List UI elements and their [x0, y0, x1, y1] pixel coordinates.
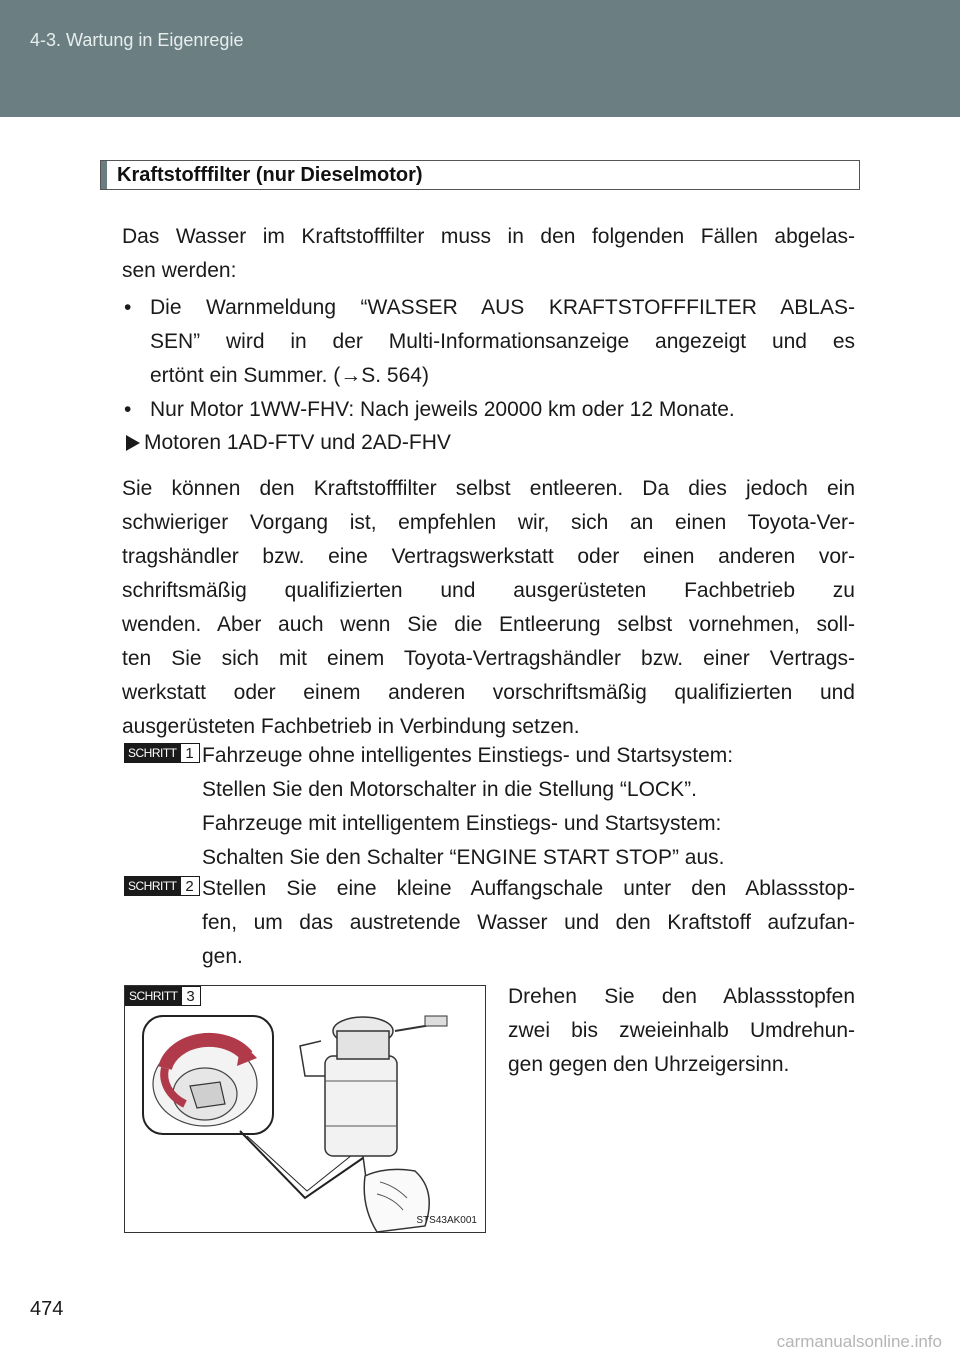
- bullet-1-line-3: ertönt ein Summer. (→S. 564): [150, 364, 429, 387]
- step-label: SCHRITT: [124, 743, 181, 763]
- step-label: SCHRITT: [125, 986, 182, 1006]
- step-number: 3: [182, 986, 201, 1006]
- fuel-filter-drawing: [125, 986, 485, 1232]
- chapter-label: 4-3. Wartung in Eigenregie: [30, 30, 244, 50]
- step-3-line-1: Drehen Sie den Ablassstopfen: [508, 985, 855, 1008]
- bullet-1-line-1: Die Warnmeldung “WASSER AUS KRAFTSTOFFFILTER ABLAS-: [150, 296, 855, 319]
- step-1-line-3: Fahrzeuge mit intelligentem Einstiegs- und Startsystem:: [202, 812, 722, 835]
- step-2-line-2: fen, um das austretende Wasser und den Kraftstoff aufzufan-: [202, 911, 855, 934]
- paragraph-line-1: Sie können den Kraftstofffilter selbst entleeren. Da dies jedoch ein: [122, 477, 855, 500]
- paragraph-line-4: schriftsmäßig qualifizierten und ausgerüsteten Fachbetrieb zu: [122, 579, 855, 602]
- step-1-line-2: Stellen Sie den Motorschalter in die Stellung “LOCK”.: [202, 778, 697, 801]
- paragraph-line-7: werkstatt oder einem anderen vorschriftsmäßig qualifizierten und: [122, 681, 855, 704]
- step-2-badge: [124, 876, 200, 896]
- bullet-dot: •: [124, 296, 132, 319]
- watermark: carmanualsonline.info: [776, 1332, 942, 1351]
- paragraph-line-3: tragshändler bzw. eine Vertragswerkstatt oder einen anderen vor-: [122, 545, 855, 568]
- paragraph-line-2: schwieriger Vorgang ist, empfehlen wir, sich an einen Toyota-Ver-: [122, 511, 855, 534]
- step-number: 1: [181, 743, 200, 763]
- engine-note-text: Motoren 1AD-FTV und 2AD-FHV: [144, 431, 451, 454]
- bullet-1-line-2: SEN” wird in der Multi-Informationsanzeige angezeigt und es: [150, 330, 855, 353]
- page-number: 474: [30, 1298, 64, 1320]
- bullet-2-line-1: Nur Motor 1WW-FHV: Nach jeweils 20000 km oder 12 Monate.: [150, 398, 735, 421]
- step-3-line-3: gen gegen den Uhrzeigersinn.: [508, 1053, 790, 1076]
- step-1-badge: [124, 743, 200, 763]
- step-2-line-1: Stellen Sie eine kleine Auffangschale unter den Ablassstop-: [202, 877, 855, 900]
- step-3-badge: [125, 986, 201, 1006]
- step-2-line-3: gen.: [202, 945, 243, 968]
- figure-code: STS43AK001: [416, 1215, 477, 1226]
- paragraph-line-5: wenden. Aber auch wenn Sie die Entleerung selbst vornehmen, soll-: [122, 613, 855, 636]
- intro-line-1: Das Wasser im Kraftstofffilter muss in den folgenden Fällen abgelas-: [122, 225, 855, 248]
- step-3-line-2: zwei bis zweieinhalb Umdrehun-: [508, 1019, 855, 1042]
- triangle-marker-icon: [126, 435, 140, 451]
- intro-line-2: sen werden:: [122, 259, 237, 282]
- engine-note: [126, 426, 451, 460]
- paragraph-line-6: ten Sie sich mit einem Toyota-Vertragshändler bzw. einer Vertrags-: [122, 647, 855, 670]
- fuel-filter-illustration: [124, 985, 486, 1233]
- page-header: [0, 0, 960, 117]
- step-label: SCHRITT: [124, 876, 181, 896]
- step-1-line-1: Fahrzeuge ohne intelligentes Einstiegs- und Startsystem:: [202, 744, 734, 767]
- bullet-dot: •: [124, 398, 132, 421]
- heading-accent: [101, 161, 107, 189]
- paragraph-line-8: ausgerüsteten Fachbetrieb in Verbindung setzen.: [122, 715, 580, 738]
- step-number: 2: [181, 876, 200, 896]
- section-title: Kraftstofffilter (nur Dieselmotor): [117, 164, 423, 186]
- step-1-line-4: Schalten Sie den Schalter “ENGINE START STOP” aus.: [202, 846, 725, 869]
- section-heading: [100, 160, 860, 190]
